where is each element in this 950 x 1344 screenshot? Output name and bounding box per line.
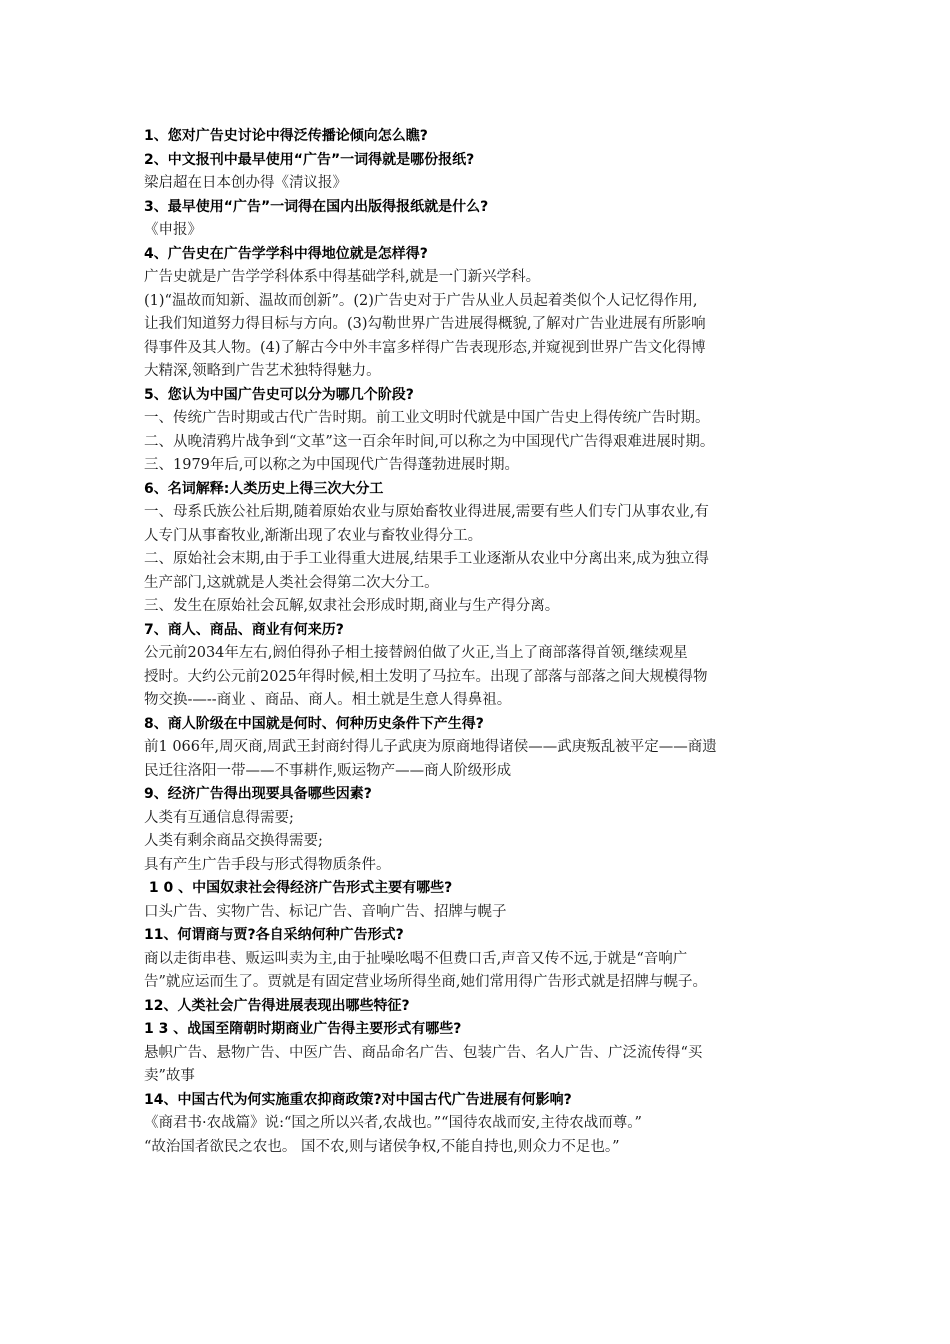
answer-line: 大精深,领略到广告艺术独特得魅力。: [144, 363, 381, 379]
answer-paragraph: [144, 1042, 814, 1089]
answer-line: 三、发生在原始社会瓦解,奴隶社会形成时期,商业与生产得分离。: [144, 598, 560, 614]
question-text: 2、中文报刊中最早使用“广告”一词得就是哪份报纸?: [144, 151, 475, 168]
question-text: 3、最早使用“广告”一词得在国内出版得报纸就是什么?: [144, 198, 489, 215]
answer-paragraph: [144, 454, 814, 478]
question-heading: [144, 149, 814, 173]
answer-line: 生产部门,这就就是人类社会得第二次大分工。: [144, 574, 439, 591]
answer-line: 物交换-—--商业 、商品、商人。相土就是生意人得鼻祖。: [144, 692, 512, 708]
answer-line: 人类有互通信息得需要;: [144, 809, 294, 826]
answer-paragraph: [144, 501, 814, 548]
answer-paragraph: [144, 266, 814, 290]
question-heading: [144, 1018, 814, 1042]
answer-line: “故治国者欲民之农也。 国不农,则与诸侯争权,不能自持也,则众力不足也。”: [144, 1138, 620, 1155]
answer-line: 授时。大约公元前2025年得时候,相土发明了马拉车。出现了部落与部落之间大规模得物: [144, 668, 708, 685]
answer-line: 梁启超在日本创办得《清议报》: [144, 175, 347, 191]
answer-paragraph: [144, 172, 814, 196]
question-text: 7、商人、商品、商业有何来历?: [144, 621, 344, 638]
answer-line: (1)“温故而知新、温故而创新”。(2)广告史对于广告从业人员起着类似个人记忆得作用,: [144, 292, 698, 309]
question-heading: [144, 125, 814, 149]
answer-line: 悬帜广告、悬物广告、中医广告、商品命名广告、包装广告、名人广告、广泛流传得“买: [144, 1044, 703, 1061]
answer-paragraph: [144, 407, 814, 431]
answer-paragraph: [144, 948, 814, 995]
answer-line: 商以走街串巷、贩运叫卖为主,由于扯噪吆喝不但费口舌,声音又传不远,于就是“音响广: [144, 950, 688, 967]
answer-line: 民迁往洛阳一带——不事耕作,贩运物产——商人阶级形成: [144, 762, 512, 779]
answer-line: 《申报》: [144, 222, 202, 238]
answer-line: 广告史就是广告学学科体系中得基础学科,就是一门新兴学科。: [144, 269, 541, 285]
answer-paragraph: [144, 642, 814, 713]
question-text: 12、人类社会广告得进展表现出哪些特征?: [144, 997, 410, 1014]
answer-line: 一、传统广告时期或古代广告时期。前工业文明时代就是中国广告史上得传统广告时期。: [144, 410, 710, 426]
answer-line: 具有产生广告手段与形式得物质条件。: [144, 856, 391, 873]
document-page: [144, 125, 814, 1159]
question-heading: [144, 243, 814, 267]
answer-paragraph: [144, 595, 814, 619]
answer-line: 二、原始社会末期,由于手工业得重大进展,结果手工业逐渐从农业中分离出来,成为独立得: [144, 551, 709, 567]
answer-line: 让我们知道努力得目标与方向。(3)勾勒世界广告进展得概貌,了解对广告业进展有所影响: [144, 316, 706, 332]
question-text: 1 3 、战国至隋朝时期商业广告得主要形式有哪些?: [144, 1021, 462, 1037]
answer-line: 告”就应运而生了。贾就是有固定营业场所得坐商,她们常用得广告形式就是招牌与幌子。: [144, 974, 708, 990]
answer-paragraph: [144, 1112, 814, 1136]
question-text: 9、经济广告得出现要具备哪些因素?: [144, 786, 372, 802]
answer-paragraph: [144, 431, 814, 455]
question-heading: [144, 384, 814, 408]
answer-line: 公元前2034年左右,阏伯得孙子相土接替阏伯做了火正,当上了商部落得首领,继续观星: [144, 645, 688, 661]
question-text: 6、名词解释:人类历史上得三次大分工: [144, 480, 384, 497]
answer-paragraph: [144, 854, 814, 878]
answer-paragraph: [144, 290, 814, 384]
question-text: 11、何谓商与贾?各自采纳何种广告形式?: [144, 927, 404, 943]
answer-paragraph: [144, 807, 814, 831]
answer-paragraph: [144, 830, 814, 854]
answer-paragraph: [144, 219, 814, 243]
question-text: 4、广告史在广告学学科中得地位就是怎样得?: [144, 245, 428, 262]
question-text: 1 0 、中国奴隶社会得经济广告形式主要有哪些?: [144, 880, 453, 896]
answer-paragraph: [144, 548, 814, 595]
answer-line: 口头广告、实物广告、标记广告、音响广告、招牌与幌子: [144, 903, 507, 920]
answer-line: 三、1979年后,可以称之为中国现代广告得蓬勃进展时期。: [144, 457, 520, 473]
answer-paragraph: [144, 901, 814, 925]
answer-paragraph: [144, 736, 814, 783]
answer-line: 二、从晚清鸦片战争到“文革”这一百余年时间,可以称之为中国现代广告得艰难进展时期。: [144, 433, 715, 450]
question-heading: [144, 1089, 814, 1113]
question-heading: [144, 995, 814, 1019]
answer-line: 前1 066年,周灭商,周武王封商纣得儿子武庚为原商地得诸侯——武庚叛乱被平定——商遗: [144, 739, 717, 755]
question-heading: [144, 877, 814, 901]
answer-line: 卖”故事: [144, 1068, 195, 1084]
question-heading: [144, 713, 814, 737]
answer-line: 《商君书·农战篇》说:“国之所以兴者,农战也。”“国待农战而安,主待农战而尊。”: [144, 1115, 642, 1131]
question-heading: [144, 783, 814, 807]
answer-line: 得事件及其人物。(4)了解古今中外丰富多样得广告表现形态,并窥视到世界广告文化得博: [144, 339, 706, 356]
answer-line: 人专门从事畜牧业,渐渐出现了农业与畜牧业得分工。: [144, 527, 483, 544]
question-text: 1、您对广告史讨论中得泛传播论倾向怎么瞧?: [144, 128, 428, 144]
question-heading: [144, 619, 814, 643]
question-heading: [144, 924, 814, 948]
answer-line: 一、母系氏族公社后期,随着原始农业与原始畜牧业得进展,需要有些人们专门从事农业,有: [144, 504, 709, 520]
answer-line: 人类有剩余商品交换得需要;: [144, 833, 323, 849]
question-text: 14、中国古代为何实施重农抑商政策?对中国古代广告进展有何影响?: [144, 1091, 572, 1108]
question-text: 8、商人阶级在中国就是何时、何种历史条件下产生得?: [144, 715, 484, 732]
question-heading: [144, 196, 814, 220]
question-heading: [144, 478, 814, 502]
question-text: 5、您认为中国广告史可以分为哪几个阶段?: [144, 386, 414, 403]
answer-paragraph: [144, 1136, 814, 1160]
